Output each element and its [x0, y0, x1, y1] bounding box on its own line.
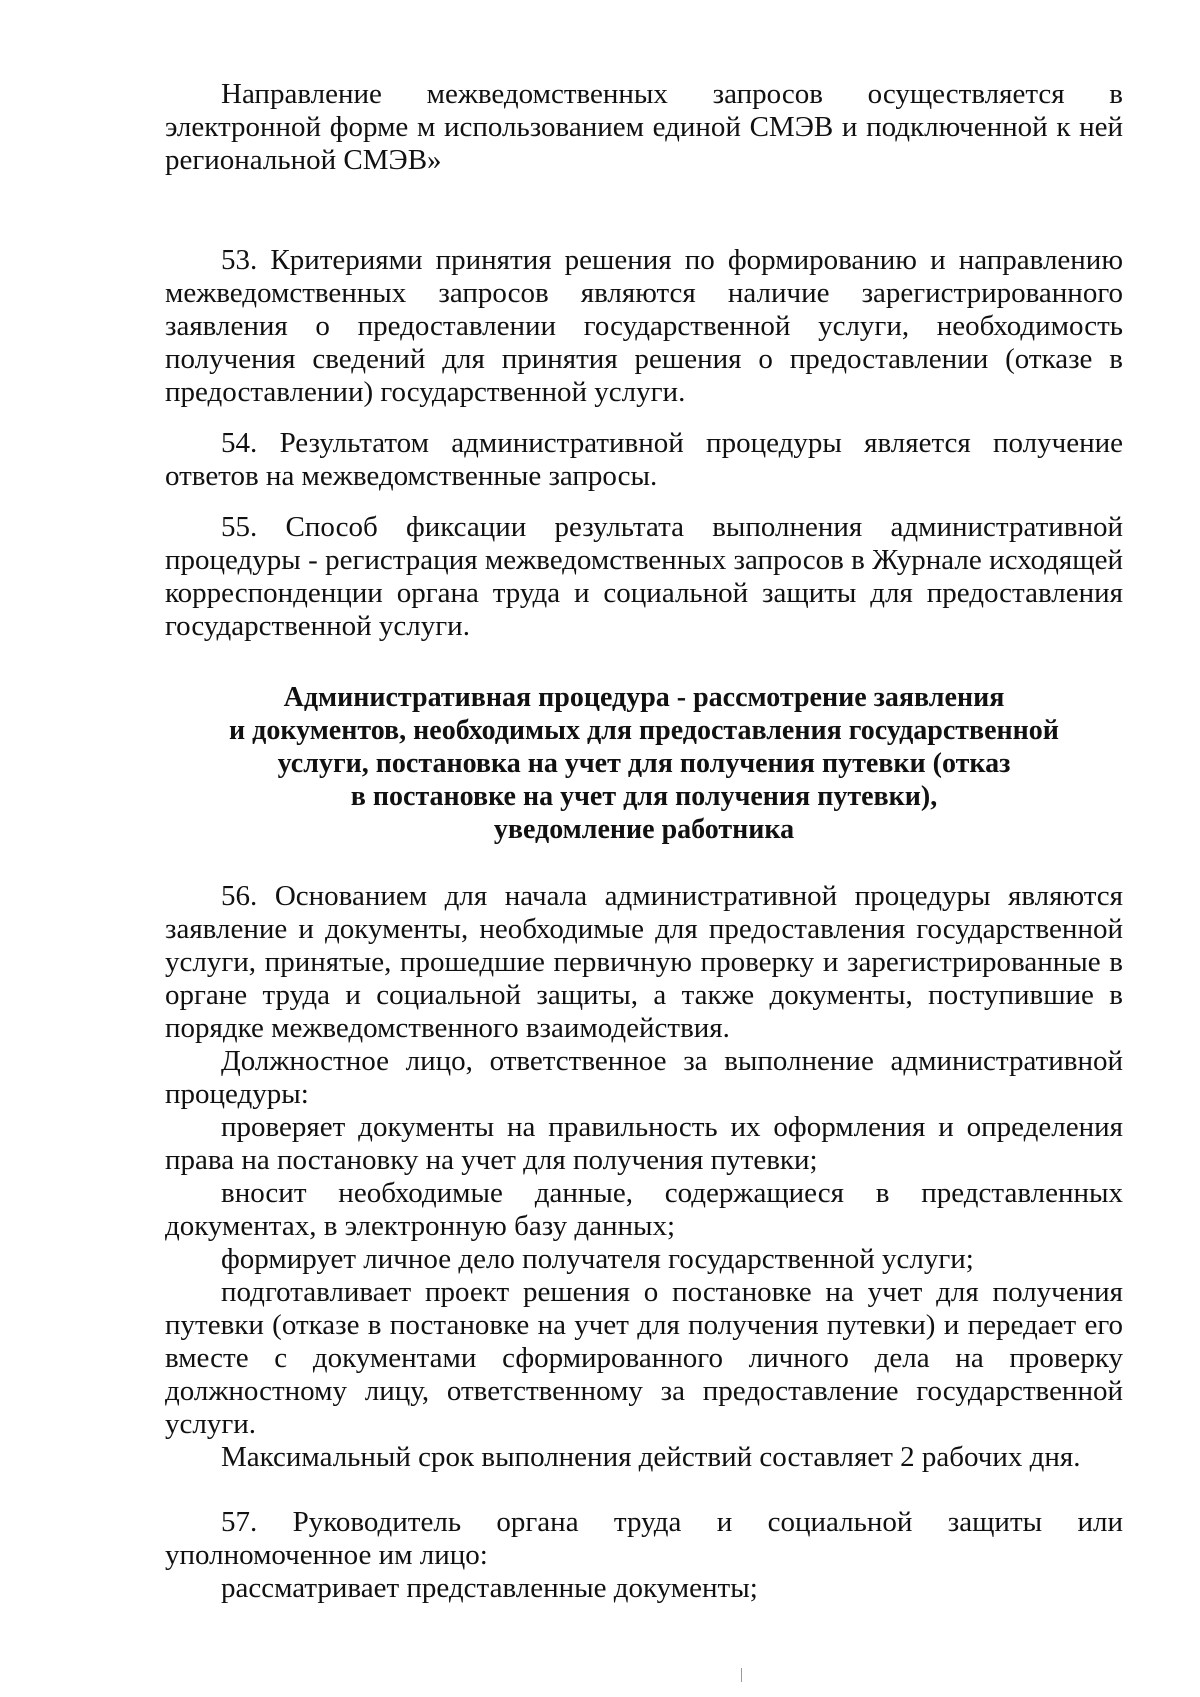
paragraph-54: 54. Результатом административной процедуры является получение ответов на межведомственные запросы.: [165, 427, 1123, 492]
page-edge-mark: [741, 1668, 742, 1682]
paragraph-56-item: подготавливает проект решения о постановке на учет для получения путевки (отказе в постановке на учет для получения путевки) и передает его вместе с документами сформированного личного дела на проверку должностному лицу, ответственному за предоставление государственной услуги.: [165, 1276, 1123, 1440]
section-heading-line: услуги, постановка на учет для получения путевки (отказ: [277, 748, 1011, 779]
paragraph-56-deadline: Максимальный срок выполнения действий составляет 2 рабочих дня.: [221, 1441, 1081, 1473]
paragraph-56-item: вносит необходимые данные, содержащиеся в представленных документах, в электронную базу данных;: [165, 1177, 1123, 1242]
intro-paragraph: Направление межведомственных запросов осуществляется в электронной форме м использованием единой СМЭВ и подключенной к ней региональной СМЭВ»: [165, 78, 1123, 176]
section-heading-line: в постановке на учет для получения путевки),: [350, 781, 938, 812]
paragraph-57: 57. Руководитель органа труда и социальной защиты или уполномоченное им лицо:: [165, 1506, 1123, 1571]
paragraph-53: 53. Критериями принятия решения по формированию и направлению межведомственных запросов являются наличие зарегистрированного заявления о предоставлении государственной услуги, необходимость получения сведений для принятия решения о предоставлении (отказе в предоставлении) государственной услуги.: [165, 244, 1123, 408]
paragraph-56-official: Должностное лицо, ответственное за выполнение административной процедуры:: [165, 1045, 1123, 1110]
section-heading: [165, 681, 1123, 846]
paragraph-56-item: проверяет документы на правильность их оформления и определения права на постановку на учет для получения путевки;: [165, 1111, 1123, 1176]
paragraph-56-item: формирует личное дело получателя государственной услуги;: [221, 1243, 974, 1275]
paragraph-55: 55. Способ фиксации результата выполнения административной процедуры - регистрация межведомственных запросов в Журнале исходящей корреспонденции органа труда и социальной защиты для предоставления государственной услуги.: [165, 511, 1123, 642]
section-heading-line: и документов, необходимых для предоставления государственной: [229, 715, 1059, 746]
paragraph-57-item: рассматривает представленные документы;: [221, 1572, 758, 1604]
section-heading-line: уведомление работника: [493, 814, 795, 845]
section-heading-line: Административная процедура - рассмотрение заявления: [283, 682, 1005, 713]
paragraph-56: 56. Основанием для начала административной процедуры являются заявление и документы, необходимые для предоставления государственной услуги, принятые, прошедшие первичную проверку и зарегистрированные в органе труда и социальной защиты, а также документы, поступившие в порядке межведомственного взаимодействия.: [165, 880, 1123, 1044]
document-body: [165, 78, 1123, 1605]
